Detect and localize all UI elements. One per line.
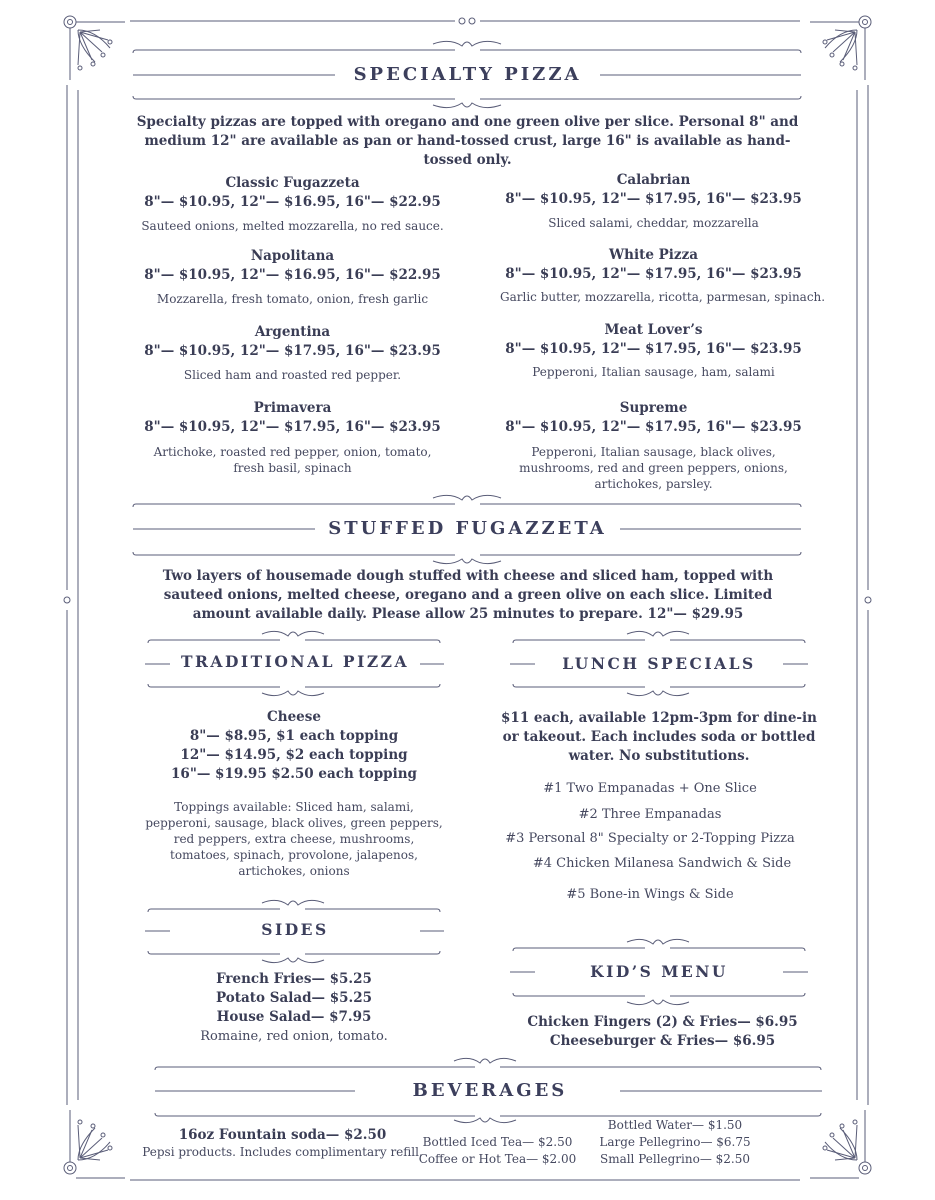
item-name: White Pizza — [609, 247, 698, 263]
item-desc: Garlic butter, mozzarella, ricotta, parmesan, spinach. — [500, 290, 826, 304]
traditional-price-12: 12"— $14.95, $2 each topping — [180, 747, 408, 763]
item-name: Classic Fugazzeta — [225, 175, 360, 191]
item-desc: Sauteed onions, melted mozzarella, no red sauce. — [141, 219, 444, 233]
lunch-item-4: #4 Chicken Milanesa Sandwich & Side — [532, 856, 792, 871]
item-desc: Mozzarella, fresh tomato, onion, fresh garlic — [156, 292, 429, 306]
item-name: Supreme — [619, 400, 688, 416]
item-name: Calabrian — [616, 172, 691, 188]
kids-title: KID’S MENU — [590, 962, 728, 981]
lunch-intro: $11 each, available 12pm-3pm for dine-in or takeout. Each includes soda or bottled water. No substitutions. — [501, 710, 817, 764]
sides-note: Romaine, red onion, tomato. — [200, 1029, 388, 1044]
item-name: Argentina — [254, 324, 331, 340]
item-price: 8"— $10.95, 12"— $17.95, 16"— $23.95 — [144, 343, 441, 359]
beverage-fountain: 16oz Fountain soda— $2.50 — [178, 1127, 387, 1143]
sides-item-french-fries: French Fries— $5.25 — [216, 971, 372, 987]
item-desc: Artichoke, roasted red pepper, onion, tomato, fresh basil, spinach — [153, 445, 432, 475]
item-price: 8"— $10.95, 12"— $17.95, 16"— $23.95 — [505, 341, 802, 357]
beverage-fountain-note: Pepsi products. Includes complimentary refill. — [142, 1145, 423, 1159]
item-price: 8"— $10.95, 12"— $17.95, 16"— $23.95 — [505, 191, 802, 207]
traditional-price-16: 16"— $19.95 $2.50 each topping — [171, 766, 417, 782]
beverage-small-pellegrino: Small Pellegrino— $2.50 — [599, 1152, 751, 1166]
item-name: Primavera — [253, 400, 332, 416]
traditional-item-name: Cheese — [267, 709, 321, 725]
item-name: Napolitana — [250, 248, 335, 264]
lunch-title: LUNCH SPECIALS — [562, 654, 756, 673]
lunch-item-1: #1 Two Empanadas + One Slice — [543, 781, 757, 796]
sides-item-house-salad: House Salad— $7.95 — [216, 1009, 372, 1025]
beverage-coffee: Coffee or Hot Tea— $2.00 — [418, 1152, 577, 1166]
traditional-title: TRADITIONAL PIZZA — [181, 652, 409, 671]
traditional-toppings: Toppings available: Sliced ham, salami, pepperoni, sausage, black olives, green peppers, red peppers, extra cheese, mushrooms, tomatoes, spinach, provolone, jalapenos, artichokes, onions — [145, 800, 443, 878]
item-price: 8"— $10.95, 12"— $17.95, 16"— $23.95 — [144, 419, 441, 435]
sides-item-potato-salad: Potato Salad— $5.25 — [215, 990, 372, 1006]
item-price: 8"— $10.95, 12"— $17.95, 16"— $23.95 — [505, 266, 802, 282]
lunch-item-5: #5 Bone-in Wings & Side — [566, 887, 734, 902]
lunch-item-2: #2 Three Empanadas — [578, 807, 722, 822]
item-name: Meat Lover’s — [604, 322, 703, 338]
beverage-large-pellegrino: Large Pellegrino— $6.75 — [599, 1135, 751, 1149]
stuffed-desc: Two layers of housemade dough stuffed with cheese and sliced ham, topped with sauteed onions, melted cheese, oregano and a green olive on each slice. Limited amount available daily. Please allow 25 minutes to prepare. 12"— $29.95 — [162, 568, 774, 622]
beverages-title: BEVERAGES — [412, 1080, 568, 1101]
kids-item-chicken-fingers: Chicken Fingers (2) & Fries— $6.95 — [527, 1014, 798, 1030]
item-desc: Sliced ham and roasted red pepper. — [183, 368, 402, 382]
stuffed-title: STUFFED FUGAZZETA — [315, 518, 620, 539]
sides-title: SIDES — [261, 920, 329, 939]
item-desc: Pepperoni, Italian sausage, black olives, mushrooms, red and green peppers, onions, artichokes, parsley. — [519, 445, 788, 491]
traditional-price-8: 8"— $8.95, $1 each topping — [189, 728, 399, 744]
beverage-bottled-water: Bottled Water— $1.50 — [607, 1118, 743, 1132]
item-desc: Sliced salami, cheddar, mozzarella — [548, 216, 759, 230]
specialty-intro: Specialty pizzas are topped with oregano and one green olive per slice. Personal 8" and medium 12" are available as pan or hand-tossed crust, large 16" is available as hand-tossed only. — [136, 114, 799, 168]
lunch-item-3: #3 Personal 8" Specialty or 2-Topping Pizza — [505, 831, 795, 846]
item-desc: Pepperoni, Italian sausage, ham, salami — [532, 365, 775, 379]
item-price: 8"— $10.95, 12"— $16.95, 16"— $22.95 — [144, 194, 441, 210]
item-price: 8"— $10.95, 12"— $17.95, 16"— $23.95 — [505, 419, 802, 435]
item-price: 8"— $10.95, 12"— $16.95, 16"— $22.95 — [144, 267, 441, 283]
kids-item-cheeseburger: Cheeseburger & Fries— $6.95 — [549, 1033, 776, 1049]
specialty-title: SPECIALTY PIZZA — [353, 64, 582, 85]
beverage-iced-tea: Bottled Iced Tea— $2.50 — [422, 1135, 573, 1149]
